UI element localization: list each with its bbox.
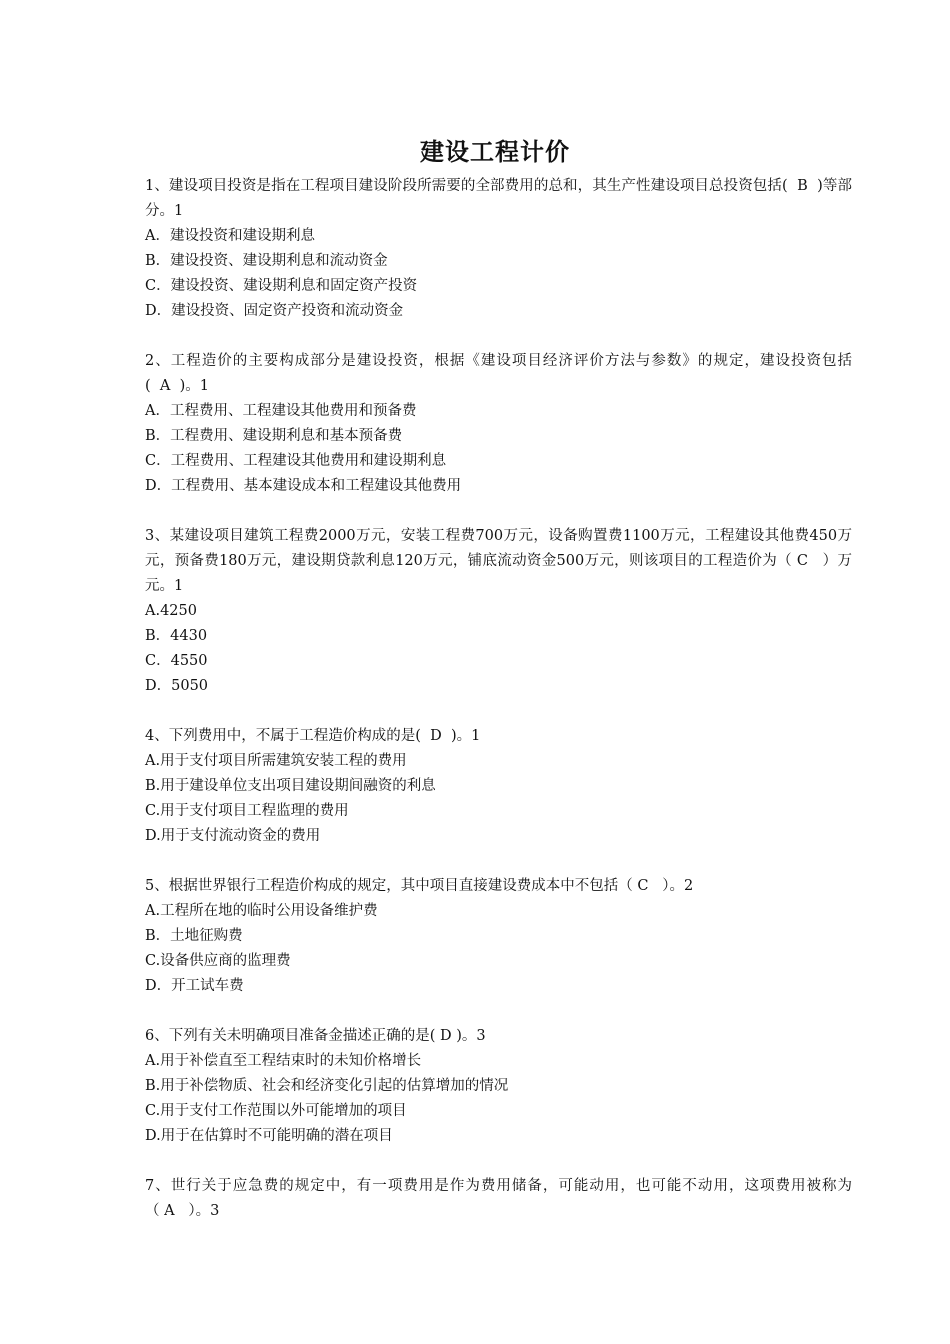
option-c: C．工程费用、工程建设其他费用和建设期利息 (145, 453, 447, 469)
option-c: C.用于支付工作范围以外可能增加的项目 (145, 1103, 407, 1119)
option-c: C．4550 (145, 653, 208, 669)
question-3 (145, 524, 852, 699)
option-b: B.用于补偿物质、社会和经济变化引起的估算增加的情况 (145, 1078, 509, 1094)
option-a: A.4250 (145, 603, 197, 619)
option-a: A.工程所在地的临时公用设备维护费 (145, 903, 378, 919)
option-a: A.用于支付项目所需建筑安装工程的费用 (145, 753, 407, 769)
option-a: A.用于补偿直至工程结束时的未知价格增长 (145, 1053, 422, 1069)
question-text: 7、世行关于应急费的规定中，有一项费用是作为费用储备，可能动用，也可能不动用，这项费用被称为（ A ）。3 (145, 1178, 852, 1219)
question-text: 3、某建设项目建筑工程费2000万元，安装工程费700万元，设备购置费1100万元，工程建设其他费450万元，预备费180万元，建设期贷款利息120万元，铺底流动资金500万元，则该项目的工程造价为（ C ）万元。1 (145, 528, 852, 594)
question-text: 5、根据世界银行工程造价构成的规定，其中项目直接建设费成本中不包括（ C ）。2 (145, 878, 694, 894)
document-title: 建设工程计价 (420, 138, 570, 166)
question-7 (145, 1174, 852, 1224)
question-text: 2、工程造价的主要构成部分是建设投资，根据《建设项目经济评价方法与参数》的规定，建设投资包括( A )。1 (145, 353, 852, 394)
question-text: 4、下列费用中，不属于工程造价构成的是( D )。1 (145, 728, 481, 744)
question-1 (145, 174, 852, 324)
option-b: B．土地征购费 (145, 928, 243, 944)
option-d: D．建设投资、固定资产投资和流动资金 (145, 303, 404, 319)
question-5 (145, 874, 852, 999)
option-d: D.用于在估算时不可能明确的潜在项目 (145, 1128, 393, 1144)
option-b: B．工程费用、建设期利息和基本预备费 (145, 428, 403, 444)
option-d: D．工程费用、基本建设成本和工程建设其他费用 (145, 478, 462, 494)
option-d: D．5050 (145, 678, 209, 694)
option-a: A．建设投资和建设期利息 (145, 228, 315, 244)
question-text: 6、下列有关未明确项目准备金描述正确的是( D )。3 (145, 1028, 486, 1044)
question-2 (145, 349, 852, 499)
question-text: 1、建设项目投资是指在工程项目建设阶段所需要的全部费用的总和，其生产性建设项目总投资包括( B )等部分。1 (145, 178, 852, 219)
option-b: B．4430 (145, 628, 208, 644)
option-b: B．建设投资、建设期利息和流动资金 (145, 253, 388, 269)
option-d: D．开工试车费 (145, 978, 244, 994)
question-list (145, 174, 852, 1249)
option-c: C.设备供应商的监理费 (145, 953, 291, 969)
question-4 (145, 724, 852, 849)
question-6 (145, 1024, 852, 1149)
option-c: C．建设投资、建设期利息和固定资产投资 (145, 278, 418, 294)
option-a: A．工程费用、工程建设其他费用和预备费 (145, 403, 417, 419)
option-b: B.用于建设单位支出项目建设期间融资的利息 (145, 778, 436, 794)
option-c: C.用于支付项目工程监理的费用 (145, 803, 349, 819)
option-d: D.用于支付流动资金的费用 (145, 828, 321, 844)
